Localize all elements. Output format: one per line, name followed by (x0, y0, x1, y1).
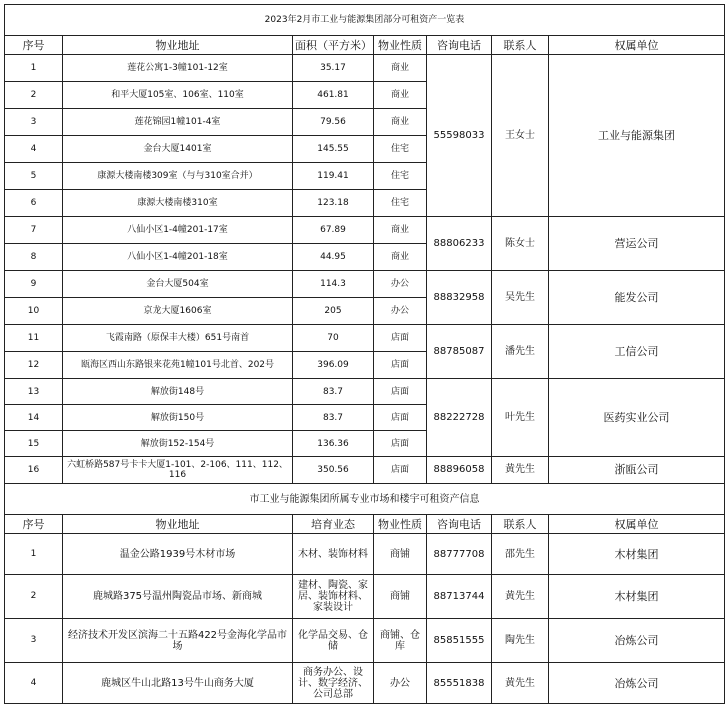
row-no: 15 (5, 431, 63, 457)
table-row (5, 379, 725, 405)
row-type: 住宅 (374, 136, 427, 163)
row-address: 八仙小区1-4幢201-18室 (63, 244, 293, 271)
row-address: 鹿城区牛山北路13号牛山商务大厦 (63, 663, 293, 704)
row-no: 4 (5, 663, 63, 704)
group-contact: 吴先生 (492, 271, 549, 325)
row-no: 5 (5, 163, 63, 190)
row-type: 店面 (374, 325, 427, 352)
group-phone: 88832958 (427, 271, 492, 325)
row-owner: 冶炼公司 (549, 663, 725, 704)
row-address: 鹿城路375号温州陶瓷品市场、新商城 (63, 575, 293, 619)
row-area: 461.81 (293, 82, 374, 109)
group-owner: 能发公司 (549, 271, 725, 325)
table-row (5, 271, 725, 298)
row-address: 康源大楼南楼310室 (63, 190, 293, 217)
row-type: 店面 (374, 405, 427, 431)
row-no: 10 (5, 298, 63, 325)
row-format: 建材、陶瓷、家居、装饰材料、家装设计 (293, 575, 374, 619)
group-phone: 55598033 (427, 55, 492, 217)
row-area: 67.89 (293, 217, 374, 244)
row-type: 商业 (374, 244, 427, 271)
group-contact: 叶先生 (492, 379, 549, 457)
row-address: 经济技术开发区滨海二十五路422号金海化学品市场 (63, 619, 293, 663)
col-header-address: 物业地址 (63, 36, 293, 55)
group-owner: 浙瓯公司 (549, 457, 725, 484)
row-no: 9 (5, 271, 63, 298)
col-header-phone: 咨询电话 (427, 36, 492, 55)
row-no: 11 (5, 325, 63, 352)
row-address: 六虹桥路587号卡卡大厦1-101、2-106、111、112、116 (63, 457, 293, 484)
row-type: 商业 (374, 217, 427, 244)
row-address: 和平大厦105室、106室、110室 (63, 82, 293, 109)
row-address: 解放街152-154号 (63, 431, 293, 457)
row-address: 解放街150号 (63, 405, 293, 431)
rental-assets-sheet (4, 4, 724, 704)
table-row (5, 55, 725, 82)
row-address: 康源大楼南楼309室（与与310室合并） (63, 163, 293, 190)
group-contact: 潘先生 (492, 325, 549, 379)
group-owner: 营运公司 (549, 217, 725, 271)
row-type: 店面 (374, 379, 427, 405)
table-row (5, 534, 725, 575)
row-owner: 冶炼公司 (549, 619, 725, 663)
row-no: 1 (5, 55, 63, 82)
row-type: 店面 (374, 352, 427, 379)
row-address: 飞霞南路（原保丰大楼）651号南首 (63, 325, 293, 352)
row-type: 店面 (374, 431, 427, 457)
row-address: 莲花公寓1-3幢101-12室 (63, 55, 293, 82)
row-owner: 木材集团 (549, 575, 725, 619)
row-no: 12 (5, 352, 63, 379)
row-no: 13 (5, 379, 63, 405)
row-type: 办公 (374, 663, 427, 704)
row-area: 70 (293, 325, 374, 352)
row-area: 114.3 (293, 271, 374, 298)
row-address: 金台大厦1401室 (63, 136, 293, 163)
row-phone: 85551838 (427, 663, 492, 704)
group-owner: 医药实业公司 (549, 379, 725, 457)
col-header-address: 物业地址 (63, 515, 293, 534)
table-row (5, 575, 725, 619)
group-owner: 工信公司 (549, 325, 725, 379)
row-no: 8 (5, 244, 63, 271)
row-type: 办公 (374, 271, 427, 298)
col-header-contact: 联系人 (492, 36, 549, 55)
row-no: 14 (5, 405, 63, 431)
row-format: 木材、装饰材料 (293, 534, 374, 575)
row-no: 7 (5, 217, 63, 244)
table-row (5, 217, 725, 244)
table-row (5, 457, 725, 484)
row-format: 商务办公、设计、数字经济、公司总部 (293, 663, 374, 704)
row-contact: 黄先生 (492, 575, 549, 619)
row-type: 商铺 (374, 534, 427, 575)
row-no: 2 (5, 575, 63, 619)
table-row (5, 325, 725, 352)
row-no: 3 (5, 619, 63, 663)
table-row (5, 619, 725, 663)
row-type: 商业 (374, 109, 427, 136)
row-type: 办公 (374, 298, 427, 325)
row-format: 化学品交易、仓储 (293, 619, 374, 663)
row-no: 16 (5, 457, 63, 484)
col-header-no: 序号 (5, 36, 63, 55)
group-phone: 88896058 (427, 457, 492, 484)
group-phone: 88222728 (427, 379, 492, 457)
row-type: 商业 (374, 82, 427, 109)
row-phone: 88713744 (427, 575, 492, 619)
row-type: 住宅 (374, 163, 427, 190)
row-type: 商业 (374, 55, 427, 82)
col-header-contact: 联系人 (492, 515, 549, 534)
col-header-owner: 权属单位 (549, 515, 725, 534)
assets-table (4, 4, 725, 704)
row-phone: 85851555 (427, 619, 492, 663)
row-area: 79.56 (293, 109, 374, 136)
row-area: 136.36 (293, 431, 374, 457)
row-contact: 陶先生 (492, 619, 549, 663)
row-area: 205 (293, 298, 374, 325)
col-header-no: 序号 (5, 515, 63, 534)
row-address: 解放街148号 (63, 379, 293, 405)
row-area: 119.41 (293, 163, 374, 190)
row-area: 145.55 (293, 136, 374, 163)
row-area: 123.18 (293, 190, 374, 217)
row-address: 八仙小区1-4幢201-17室 (63, 217, 293, 244)
group-contact: 王女士 (492, 55, 549, 217)
table2-title: 市工业与能源集团所属专业市场和楼宇可租资产信息 (5, 484, 725, 515)
row-area: 83.7 (293, 405, 374, 431)
group-contact: 陈女士 (492, 217, 549, 271)
row-phone: 88777708 (427, 534, 492, 575)
col-header-area: 面积（平方米） (293, 36, 374, 55)
col-header-owner: 权属单位 (549, 36, 725, 55)
row-type: 住宅 (374, 190, 427, 217)
row-address: 京龙大厦1606室 (63, 298, 293, 325)
row-type: 商铺 (374, 575, 427, 619)
group-contact: 黄先生 (492, 457, 549, 484)
row-area: 83.7 (293, 379, 374, 405)
row-area: 35.17 (293, 55, 374, 82)
row-address: 瓯海区西山东路银来花苑1幢101号北首、202号 (63, 352, 293, 379)
row-address: 金台大厦504室 (63, 271, 293, 298)
col-header-format: 培育业态 (293, 515, 374, 534)
row-no: 1 (5, 534, 63, 575)
row-area: 350.56 (293, 457, 374, 484)
row-area: 44.95 (293, 244, 374, 271)
row-no: 6 (5, 190, 63, 217)
col-header-type: 物业性质 (374, 36, 427, 55)
row-contact: 邵先生 (492, 534, 549, 575)
row-type: 商铺、仓库 (374, 619, 427, 663)
group-owner: 工业与能源集团 (549, 55, 725, 217)
table-row (5, 663, 725, 704)
group-phone: 88785087 (427, 325, 492, 379)
row-address: 莲花锦园1幢101-4室 (63, 109, 293, 136)
row-type: 店面 (374, 457, 427, 484)
group-phone: 88806233 (427, 217, 492, 271)
col-header-type: 物业性质 (374, 515, 427, 534)
table1-title: 2023年2月市工业与能源集团部分可租资产一览表 (5, 5, 725, 36)
row-no: 2 (5, 82, 63, 109)
row-address: 温金公路1939号木材市场 (63, 534, 293, 575)
row-contact: 黄先生 (492, 663, 549, 704)
col-header-phone: 咨询电话 (427, 515, 492, 534)
row-owner: 木材集团 (549, 534, 725, 575)
row-area: 396.09 (293, 352, 374, 379)
row-no: 3 (5, 109, 63, 136)
row-no: 4 (5, 136, 63, 163)
